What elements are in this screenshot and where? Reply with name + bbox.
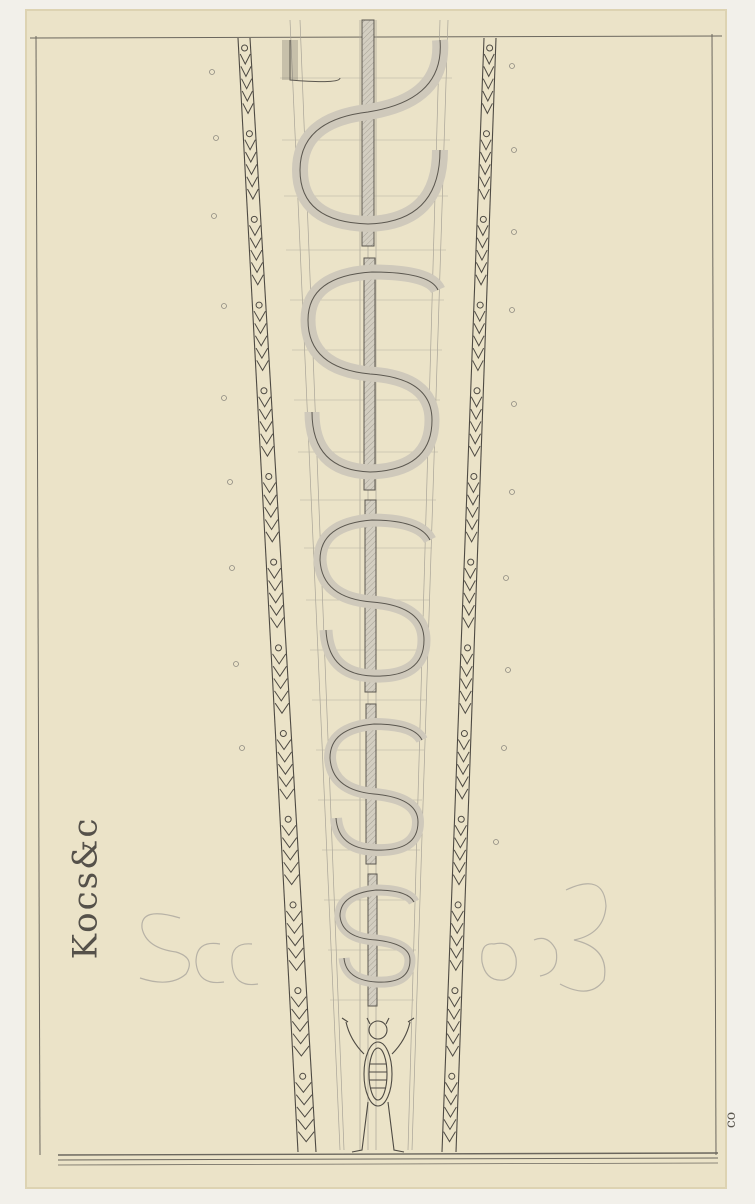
corner-mark: co xyxy=(722,1111,739,1129)
side-label: Kocs&c xyxy=(65,816,106,960)
